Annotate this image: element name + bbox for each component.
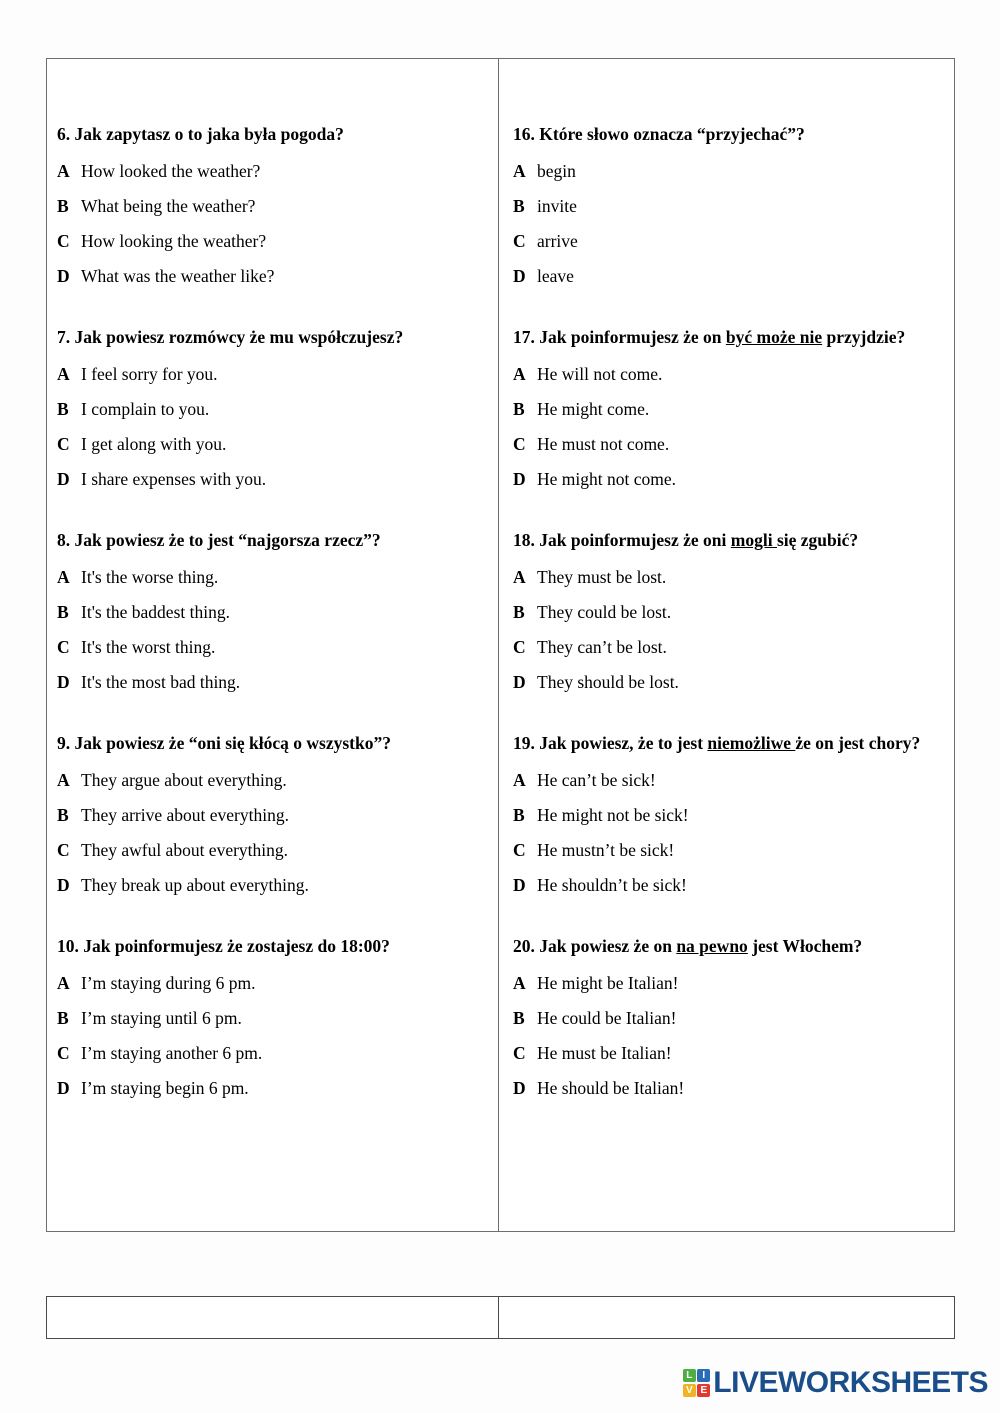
question-block bbox=[513, 117, 929, 294]
option-text: They should be lost. bbox=[537, 672, 679, 692]
answer-option[interactable] bbox=[57, 462, 482, 497]
option-text: He might not be sick! bbox=[537, 805, 689, 825]
option-text: They must be lost. bbox=[537, 567, 667, 587]
question-prompt-text: Które słowo oznacza “przyjechać”? bbox=[539, 124, 805, 144]
question-prompt-text: Jak zapytasz o to jaka była pogoda? bbox=[74, 124, 344, 144]
option-letter: D bbox=[513, 266, 526, 286]
answer-option[interactable] bbox=[513, 798, 929, 833]
logo-tile-l: L bbox=[683, 1369, 696, 1382]
answer-option[interactable] bbox=[513, 1001, 929, 1036]
question-number: 9. bbox=[57, 733, 71, 753]
option-letter: A bbox=[57, 364, 70, 384]
logo-tile-i: I bbox=[697, 1369, 710, 1382]
option-text: He might be Italian! bbox=[537, 973, 679, 993]
option-letter: A bbox=[57, 161, 70, 181]
option-letter: A bbox=[57, 567, 70, 587]
question-prompt-text: Jak powiesz że to jest “najgorsza rzecz”? bbox=[74, 530, 381, 550]
option-text: arrive bbox=[537, 231, 578, 251]
option-text: He can’t be sick! bbox=[537, 770, 656, 790]
option-letter: B bbox=[513, 196, 525, 216]
option-text: I share expenses with you. bbox=[81, 469, 267, 489]
question-prompt bbox=[57, 523, 482, 558]
answer-option[interactable] bbox=[57, 560, 482, 595]
question-block bbox=[57, 523, 482, 700]
logo-tile-v: V bbox=[683, 1384, 696, 1397]
answer-option[interactable] bbox=[513, 560, 929, 595]
option-letter: A bbox=[513, 973, 526, 993]
answer-option[interactable] bbox=[57, 833, 482, 868]
question-block bbox=[513, 726, 929, 903]
option-text: He must be Italian! bbox=[537, 1043, 672, 1063]
answer-option[interactable] bbox=[513, 1036, 929, 1071]
option-text: I feel sorry for you. bbox=[81, 364, 218, 384]
question-prompt-text-tail: się zgubić? bbox=[776, 530, 859, 550]
answer-option[interactable] bbox=[513, 154, 929, 189]
option-text: They argue about everything. bbox=[81, 770, 287, 790]
live-tiles-icon bbox=[683, 1369, 711, 1397]
question-number: 7. bbox=[57, 327, 71, 347]
option-letter: A bbox=[513, 567, 526, 587]
question-prompt-text: Jak powiesz rozmówcy że mu współczujesz? bbox=[74, 327, 404, 347]
option-text: He must not come. bbox=[537, 434, 670, 454]
question-prompt-text-tail: jest Włochem? bbox=[747, 936, 863, 956]
option-text: I complain to you. bbox=[81, 399, 210, 419]
option-text: What was the weather like? bbox=[81, 266, 275, 286]
question-prompt bbox=[57, 320, 482, 355]
answer-option[interactable] bbox=[513, 357, 929, 392]
question-block bbox=[513, 929, 929, 1106]
questions-table bbox=[46, 58, 955, 1232]
option-text: leave bbox=[537, 266, 574, 286]
option-letter: C bbox=[513, 231, 526, 251]
answer-option[interactable] bbox=[57, 1071, 482, 1106]
option-letter: C bbox=[57, 840, 70, 860]
question-number: 16. bbox=[513, 124, 535, 144]
question-number: 20. bbox=[513, 936, 535, 956]
question-prompt-text-tail: że on jest chory? bbox=[795, 733, 921, 753]
option-text: He might come. bbox=[537, 399, 650, 419]
answer-option[interactable] bbox=[513, 868, 929, 903]
liveworksheets-logo[interactable] bbox=[683, 1362, 988, 1404]
question-block bbox=[513, 320, 929, 497]
option-letter: B bbox=[513, 805, 525, 825]
option-text: He will not come. bbox=[537, 364, 663, 384]
answer-option[interactable] bbox=[57, 357, 482, 392]
option-letter: C bbox=[513, 637, 526, 657]
option-text: How looked the weather? bbox=[81, 161, 261, 181]
option-letter: B bbox=[513, 602, 525, 622]
option-letter: A bbox=[57, 770, 70, 790]
option-text: He should be Italian! bbox=[537, 1078, 685, 1098]
option-letter: B bbox=[513, 1008, 525, 1028]
option-letter: B bbox=[57, 602, 69, 622]
question-number: 8. bbox=[57, 530, 71, 550]
question-prompt-underlined: być może nie bbox=[725, 327, 823, 347]
question-number: 18. bbox=[513, 530, 535, 550]
answer-option[interactable] bbox=[57, 189, 482, 224]
logo-wordmark: LIVEWORKSHEETS bbox=[713, 1366, 988, 1399]
answer-option[interactable] bbox=[513, 665, 929, 700]
question-prompt bbox=[513, 929, 929, 964]
question-prompt-underlined: mogli bbox=[730, 530, 777, 550]
option-text: begin bbox=[537, 161, 576, 181]
answer-option[interactable] bbox=[513, 259, 929, 294]
option-text: I get along with you. bbox=[81, 434, 227, 454]
option-letter: C bbox=[57, 1043, 70, 1063]
answer-option[interactable] bbox=[57, 1036, 482, 1071]
option-text: I’m staying until 6 pm. bbox=[81, 1008, 242, 1028]
question-prompt-text: Jak powiesz że on bbox=[539, 936, 677, 956]
option-letter: A bbox=[57, 973, 70, 993]
question-prompt-underlined: niemożliwe bbox=[707, 733, 796, 753]
option-text: He mustn’t be sick! bbox=[537, 840, 675, 860]
answer-option[interactable] bbox=[513, 630, 929, 665]
answer-option[interactable] bbox=[57, 427, 482, 462]
question-prompt bbox=[513, 726, 929, 761]
question-number: 6. bbox=[57, 124, 71, 144]
answer-option[interactable] bbox=[513, 595, 929, 630]
option-text: They could be lost. bbox=[537, 602, 672, 622]
option-letter: B bbox=[513, 399, 525, 419]
answer-option[interactable] bbox=[57, 154, 482, 189]
question-prompt-text: Jak powiesz że “oni się kłócą o wszystko”? bbox=[74, 733, 391, 753]
option-letter: D bbox=[57, 875, 70, 895]
answer-option[interactable] bbox=[57, 763, 482, 798]
option-text: It's the worst thing. bbox=[81, 637, 216, 657]
logo-tile-e: E bbox=[697, 1384, 710, 1397]
option-letter: C bbox=[513, 840, 526, 860]
option-letter: C bbox=[513, 434, 526, 454]
answer-option[interactable] bbox=[513, 224, 929, 259]
option-letter: D bbox=[513, 1078, 526, 1098]
question-prompt bbox=[57, 117, 482, 152]
question-prompt-underlined: na pewno bbox=[676, 936, 748, 956]
question-prompt bbox=[57, 726, 482, 761]
question-prompt bbox=[513, 320, 929, 355]
answers-cell-right[interactable] bbox=[499, 1297, 951, 1338]
answer-option[interactable] bbox=[57, 224, 482, 259]
question-prompt bbox=[513, 117, 929, 152]
option-letter: D bbox=[513, 469, 526, 489]
answers-cell-left[interactable] bbox=[47, 1297, 499, 1338]
answers-table bbox=[46, 1296, 955, 1339]
option-letter: D bbox=[57, 469, 70, 489]
question-prompt-text: Jak poinformujesz że oni bbox=[539, 530, 731, 550]
option-letter: C bbox=[57, 637, 70, 657]
option-letter: B bbox=[57, 1008, 69, 1028]
option-letter: C bbox=[513, 1043, 526, 1063]
answer-option[interactable] bbox=[513, 763, 929, 798]
questions-column-left bbox=[47, 59, 499, 1231]
option-text: It's the most bad thing. bbox=[81, 672, 241, 692]
answer-option[interactable] bbox=[513, 833, 929, 868]
answer-option[interactable] bbox=[513, 1071, 929, 1106]
option-text: They break up about everything. bbox=[81, 875, 309, 895]
answer-option[interactable] bbox=[513, 966, 929, 1001]
question-prompt-text: Jak poinformujesz że zostajesz do 18:00? bbox=[83, 936, 390, 956]
option-letter: A bbox=[513, 364, 526, 384]
answer-option[interactable] bbox=[513, 462, 929, 497]
option-text: I’m staying during 6 pm. bbox=[81, 973, 256, 993]
question-prompt bbox=[57, 929, 482, 964]
question-block bbox=[513, 523, 929, 700]
option-text: He might not come. bbox=[537, 469, 677, 489]
question-prompt-text-tail: przyjdzie? bbox=[822, 327, 906, 347]
option-letter: A bbox=[513, 770, 526, 790]
question-prompt bbox=[513, 523, 929, 558]
answer-option[interactable] bbox=[57, 259, 482, 294]
option-letter: B bbox=[57, 805, 69, 825]
answer-option[interactable] bbox=[57, 798, 482, 833]
option-letter: C bbox=[57, 231, 70, 251]
option-text: It's the worse thing. bbox=[81, 567, 219, 587]
option-letter: D bbox=[513, 672, 526, 692]
answer-option[interactable] bbox=[513, 392, 929, 427]
option-text: They can’t be lost. bbox=[537, 637, 667, 657]
option-letter: A bbox=[513, 161, 526, 181]
questions-column-right bbox=[499, 59, 951, 1231]
option-text: It's the baddest thing. bbox=[81, 602, 230, 622]
question-number: 17. bbox=[513, 327, 535, 347]
question-number: 19. bbox=[513, 733, 535, 753]
answer-option[interactable] bbox=[57, 595, 482, 630]
answer-option[interactable] bbox=[57, 966, 482, 1001]
option-text: invite bbox=[537, 196, 577, 216]
option-letter: C bbox=[57, 434, 70, 454]
option-text: What being the weather? bbox=[81, 196, 256, 216]
option-text: I’m staying another 6 pm. bbox=[81, 1043, 263, 1063]
answer-option[interactable] bbox=[57, 665, 482, 700]
answer-option[interactable] bbox=[57, 1001, 482, 1036]
answer-option[interactable] bbox=[57, 630, 482, 665]
option-text: He shouldn’t be sick! bbox=[537, 875, 687, 895]
answer-option[interactable] bbox=[57, 392, 482, 427]
question-block bbox=[57, 929, 482, 1106]
option-text: How looking the weather? bbox=[81, 231, 267, 251]
option-letter: D bbox=[513, 875, 526, 895]
question-prompt-text: Jak poinformujesz że on bbox=[539, 327, 726, 347]
answer-option[interactable] bbox=[513, 427, 929, 462]
option-text: He could be Italian! bbox=[537, 1008, 677, 1028]
question-block bbox=[57, 320, 482, 497]
option-letter: D bbox=[57, 1078, 70, 1098]
option-letter: B bbox=[57, 399, 69, 419]
question-block bbox=[57, 726, 482, 903]
option-letter: D bbox=[57, 266, 70, 286]
option-text: I’m staying begin 6 pm. bbox=[81, 1078, 249, 1098]
question-number: 10. bbox=[57, 936, 79, 956]
option-text: They arrive about everything. bbox=[81, 805, 289, 825]
option-text: They awful about everything. bbox=[81, 840, 289, 860]
option-letter: D bbox=[57, 672, 70, 692]
question-prompt-text: Jak powiesz, że to jest bbox=[539, 733, 708, 753]
option-letter: B bbox=[57, 196, 69, 216]
answer-option[interactable] bbox=[513, 189, 929, 224]
question-block bbox=[57, 117, 482, 294]
answer-option[interactable] bbox=[57, 868, 482, 903]
